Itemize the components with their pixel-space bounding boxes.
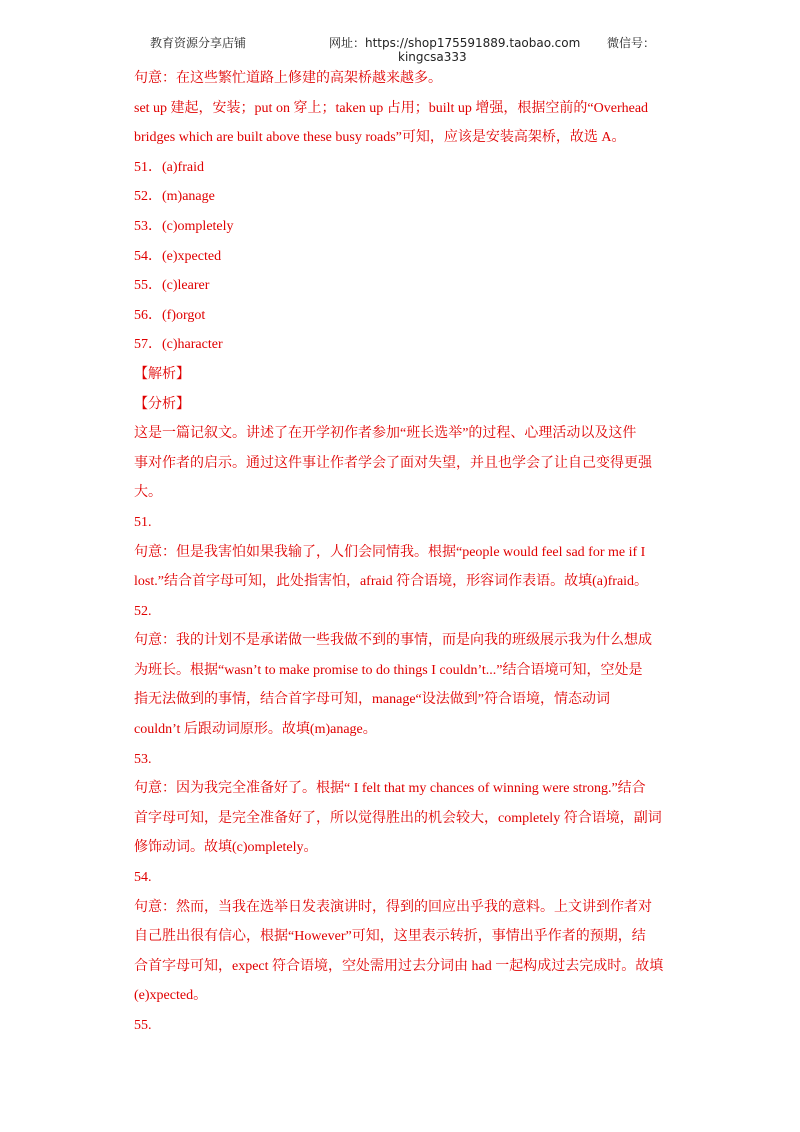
document-body [134,64,674,1041]
shop-name: 教育资源分享店铺 [150,36,247,50]
explanation-line: 句意：因为我完全准备好了。根据“ I felt that my chances of winning were strong.”结合 [134,781,646,797]
question-number: 55. [134,1018,152,1033]
explanation-line: lost.”结合首字母可知，此处指害怕，afraid 符合语境，形容词作表语。故填(a)fraid。 [134,574,649,590]
explanation-line: 句意：然而，当我在选举日发表演讲时，得到的回应出乎我的意料。上文讲到作者对 [134,899,652,915]
answer-list [134,153,674,360]
analysis-line: 事对作者的启示。通过这件事让作者学会了面对失望，并且也学会了让自己变得更强 [134,455,652,471]
answer-item: 54．(e)xpected [134,248,222,264]
explanation-line: 指无法做到的事情，结合首字母可知，manage“设法做到”符合语境，情态动词 [134,692,610,708]
explanation-line: 首字母可知，是完全准备好了，所以觉得胜出的机会较大，completely 符合语境，副词 [134,810,662,826]
question-number: 53. [134,751,152,767]
answer-item: 55．(c)learer [134,278,210,294]
answer-item: 53．(c)ompletely [134,218,234,234]
section-jiexi-heading: 【解析】 [134,366,190,382]
intro-line: bridges which are built above these busy roads”可知，应该是安装高架桥，故选 A。 [134,130,626,146]
page-header [0,0,800,64]
analysis-line: 这是一篇记叙文。讲述了在开学初作者参加“班长选举”的过程、心理活动以及这件 [134,426,637,442]
question-number: 52. [134,603,152,619]
answer-item: 56．(f)orgot [134,307,206,323]
answer-item: 57．(c)haracter [134,337,223,353]
intro-line: 句意：在这些繁忙道路上修建的高架桥越来越多。 [134,71,442,86]
intro-line: set up 建起，安装；put on 穿上；taken up 占用；built up 增强，根据空前的“Overhead [134,100,649,116]
explanation-line: 合首字母可知，expect 符合语境，空处需用过去分词由 had 一起构成过去完成时。故填 [134,958,664,974]
explanation-line: 为班长。根据“wasn’t to make promise to do things I couldn’t...”结合语境可知，空处是 [134,662,643,678]
explanation-line: 句意：但是我害怕如果我输了，人们会同情我。根据“people would feel sad for me if I [134,544,646,560]
analysis-line: 大。 [134,485,162,501]
explanation-line: couldn’t 后跟动词原形。故填(m)anage。 [134,722,377,738]
question-number: 54. [134,870,152,886]
answer-item: 51．(a)fraid [134,159,204,175]
explanation-line: (e)xpected。 [134,988,208,1004]
question-number: 51. [134,514,152,530]
wechat-label: 微信号： [607,36,656,50]
site-url[interactable]: 网址：https://shop175591889.taobao.com [329,36,581,50]
explanation-line: 修饰动词。故填(c)ompletely。 [134,840,318,856]
explanation-line: 自己胜出很有信心，根据“However”可知，这里表示转折，事情出乎作者的预期，结 [134,929,646,945]
explanation-line: 句意：我的计划不是承诺做一些我做不到的事情，而是向我的班级展示我为什么想成 [134,633,652,649]
site-url-continued: kingcsa333 [398,50,467,64]
answer-item: 52．(m)anage [134,189,215,205]
section-fenxi-heading: 【分析】 [134,396,190,412]
